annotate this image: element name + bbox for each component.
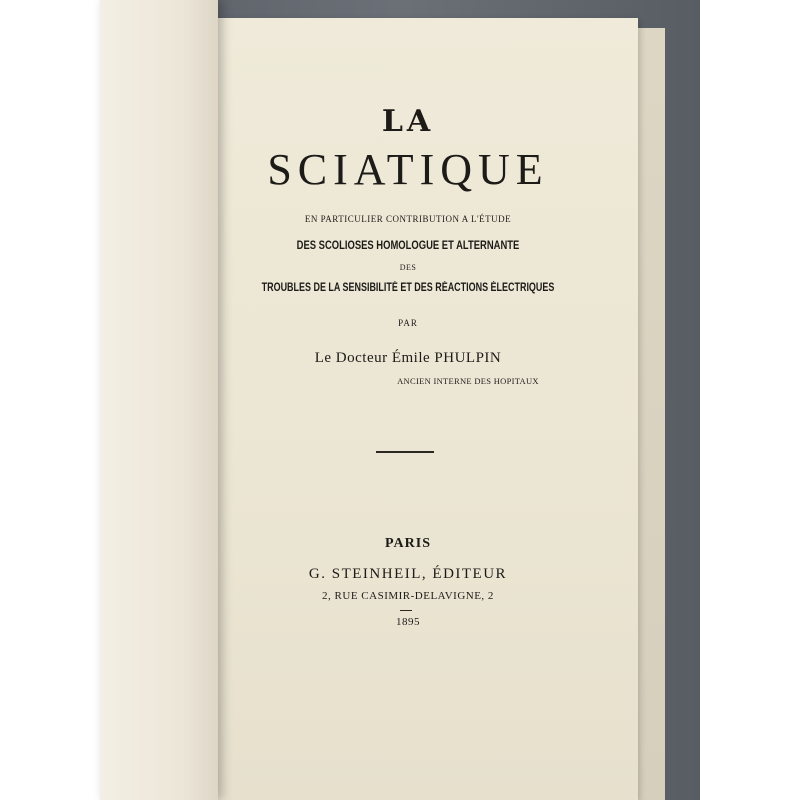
subtitle-line-3: DES <box>399 263 417 272</box>
author-credential: ANCIEN INTERNE DES HOPITAUX <box>397 376 539 386</box>
subtitle-line-2: DES SCOLIOSES HOMOLOGUE ET ALTERNANTE <box>296 240 520 252</box>
subtitle-line-4: TROUBLES DE LA SENSIBILITÉ ET DES RÉACTIONS ÉLECTRIQUES <box>261 282 555 294</box>
by-label: PAR <box>398 318 418 328</box>
publisher-name: G. STEINHEIL, ÉDITEUR <box>308 566 508 582</box>
author-name: Le Docteur Émile PHULPIN <box>314 350 502 366</box>
left-page <box>100 0 218 800</box>
publication-city: PARIS <box>385 536 431 551</box>
publication-year: 1895 <box>396 616 420 628</box>
year-dash <box>400 610 412 611</box>
title-line-la: LA <box>381 104 435 139</box>
divider-rule <box>376 451 434 453</box>
publisher-address: 2, RUE CASIMIR-DELAVIGNE, 2 <box>322 590 494 602</box>
title-page <box>178 18 638 800</box>
subtitle-line-1: EN PARTICULIER CONTRIBUTION A L'ÉTUDE <box>304 214 512 224</box>
title-line-sciatique: SCIATIQUE <box>267 145 549 194</box>
